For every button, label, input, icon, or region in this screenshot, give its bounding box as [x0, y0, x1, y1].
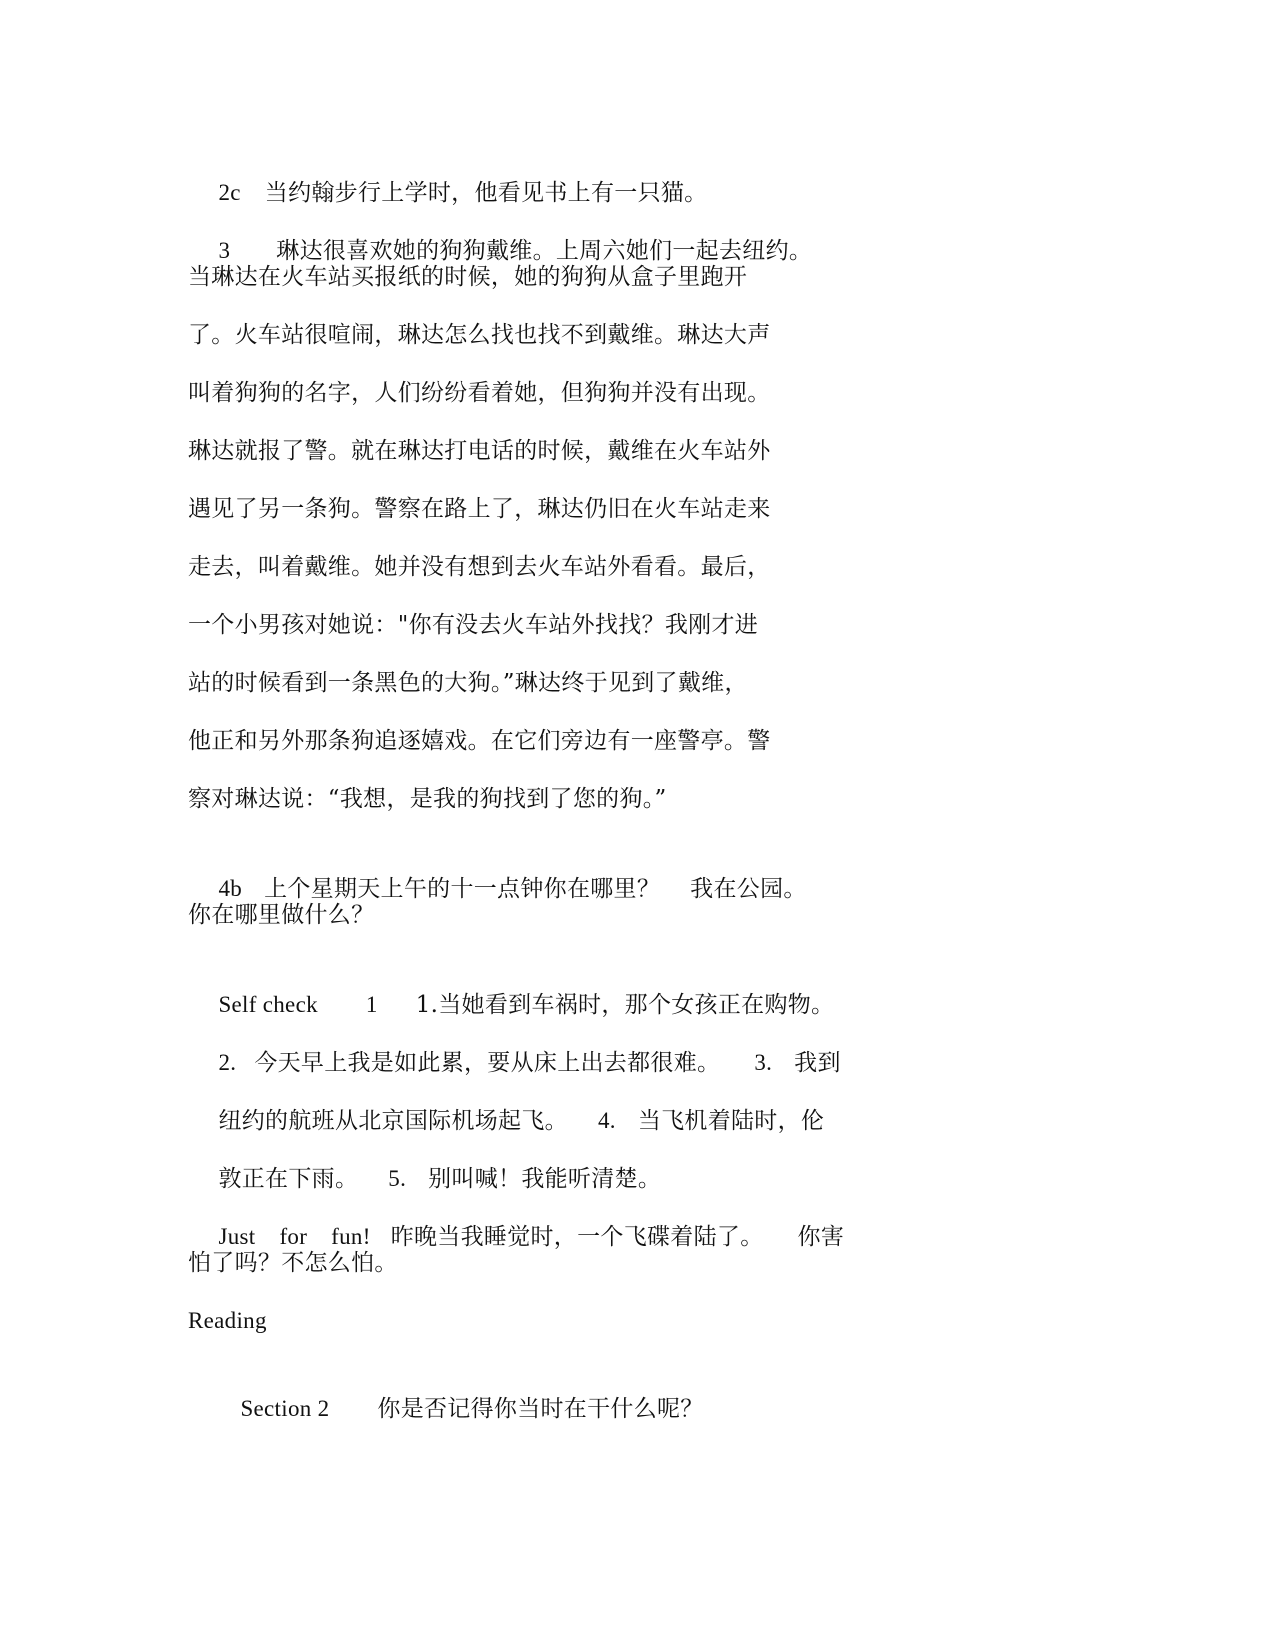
section-label: Just	[218, 1224, 256, 1249]
text-line-2c	[188, 145, 708, 206]
item-number: 5.	[388, 1166, 407, 1191]
heading-reading: Reading	[188, 1308, 267, 1333]
sentence: 纽约的航班从北京国际机场起飞。	[218, 1108, 568, 1134]
sentence: 你害	[797, 1224, 845, 1250]
text-line: 了。火车站很喧闹，琳达怎么找也找不到戴维。琳达大声	[188, 322, 771, 348]
text-line: 怕了吗？不怎么怕。	[188, 1250, 398, 1276]
text-line-section-2	[210, 1361, 704, 1422]
sentence: 昨晚当我睡觉时，一个飞碟着陆了。	[390, 1224, 764, 1250]
text-line-self-check	[188, 957, 835, 1018]
text-line: 察对琳达说：“我想，是我的狗找到了您的狗。”	[188, 786, 667, 812]
text-line: 走去，叫着戴维。她并没有想到去火车站外看看。最后，	[188, 554, 771, 580]
text-line: 一个小男孩对她说："你有没去火车站外找找？我刚才进	[188, 612, 759, 638]
item-number: 1	[365, 992, 378, 1017]
text-line: 琳达就报了警。就在琳达打电话的时候，戴维在火车站外	[188, 438, 771, 464]
text-line: 你在哪里做什么？	[188, 902, 375, 928]
sentence: 敦正在下雨。	[218, 1166, 359, 1192]
item-number: 3	[218, 238, 231, 263]
text-line-3	[188, 203, 813, 264]
section-label: fun!	[331, 1224, 371, 1249]
sentence: 我到	[794, 1050, 841, 1076]
sentence: 当飞机着陆时，伦	[637, 1108, 825, 1134]
text-line	[188, 1073, 825, 1134]
sentence: 今天早上我是如此累，要从床上出去都很难。	[254, 1050, 721, 1076]
text-line: 他正和另外那条狗追逐嬉戏。在它们旁边有一座警亭。警	[188, 728, 771, 754]
answer: 我在公园。	[690, 876, 807, 902]
section-label: for	[279, 1224, 308, 1249]
sentence: 当约翰步行上学时，他看见书上有一只猫。	[264, 180, 708, 206]
sentence: 别叫喊！我能听清楚。	[428, 1166, 662, 1192]
text-line-just-for-fun	[188, 1189, 845, 1250]
item-number: 4b	[218, 876, 243, 901]
text-line: 站的时候看到一条黑色的大狗。”琳达终于见到了戴维，	[188, 670, 748, 696]
section-label: Section 2	[240, 1396, 330, 1421]
sentence: 琳达很喜欢她的狗狗戴维。上周六她们一起去纽约。	[276, 238, 813, 264]
text-line: 当琳达在火车站买报纸的时候，她的狗狗从盒子里跑开	[188, 264, 748, 290]
question: 上个星期天上午的十一点钟你在哪里？	[264, 876, 661, 902]
text-line: 叫着狗狗的名字，人们纷纷看着她，但狗狗并没有出现。	[188, 380, 771, 406]
text-line-4b	[188, 841, 807, 902]
text-line: 遇见了另一条狗。警察在路上了，琳达仍旧在火车站走来	[188, 496, 771, 522]
sentence: 你是否记得你当时在干什么呢？	[377, 1396, 704, 1422]
item-number: 3.	[754, 1050, 773, 1075]
sentence: 1.当她看到车祸时，那个女孩正在购物。	[415, 992, 835, 1018]
item-number: 2c	[218, 180, 241, 205]
text-line	[188, 1015, 841, 1076]
text-line	[188, 1131, 662, 1192]
section-label: Self check	[218, 992, 318, 1017]
item-number: 4.	[597, 1108, 616, 1133]
item-number: 2.	[218, 1050, 237, 1075]
